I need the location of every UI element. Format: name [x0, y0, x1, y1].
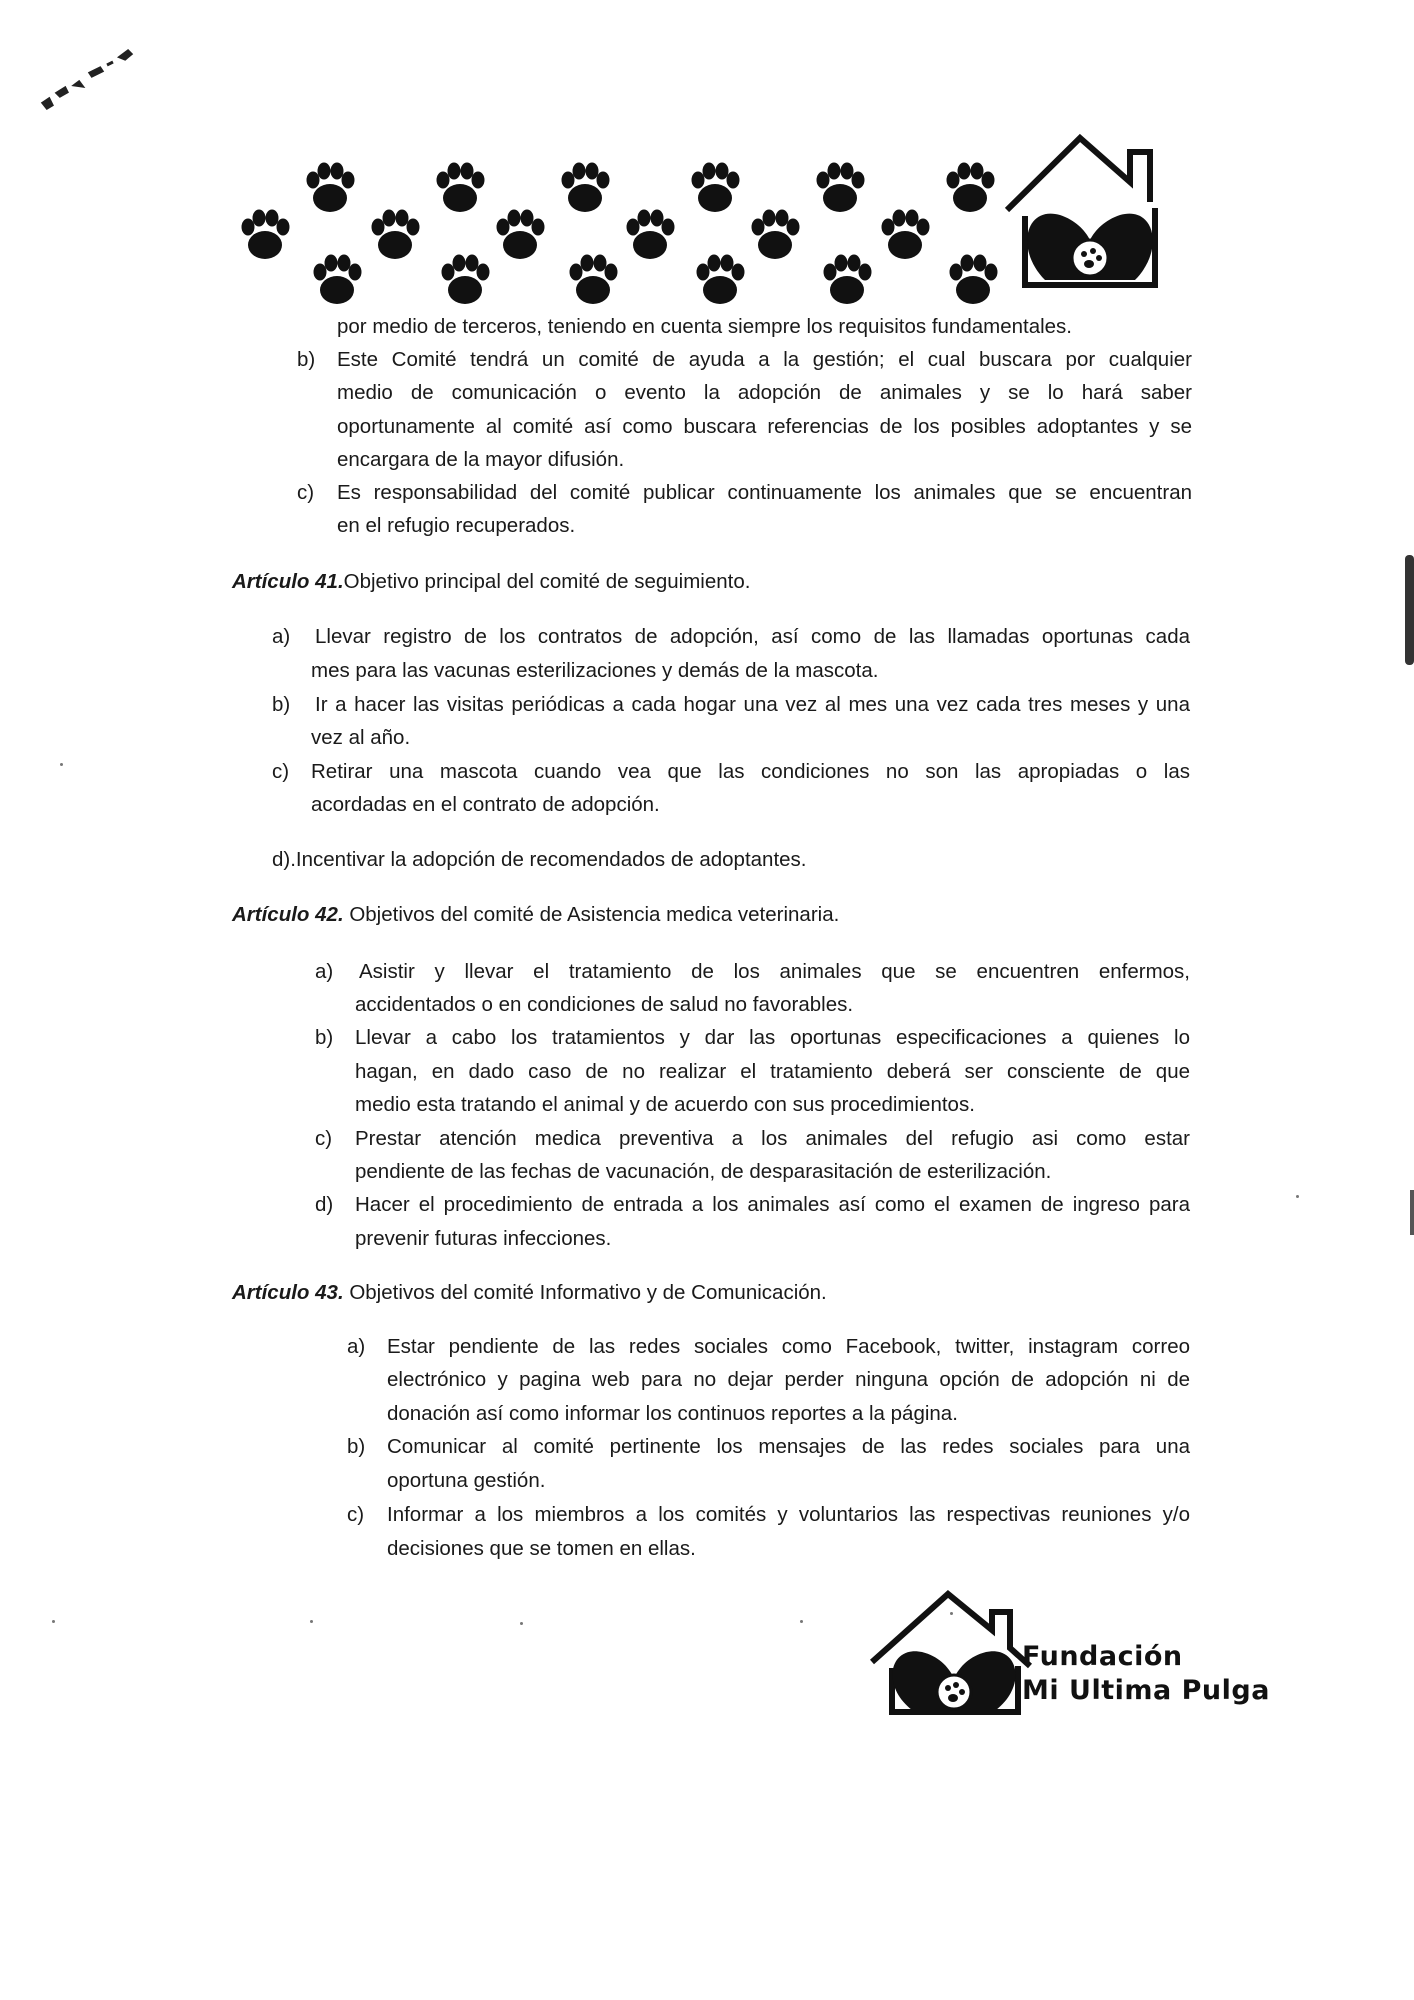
list-item-line: Informar a los miembros a los comités y voluntarios las respectivas reuniones y/o [387, 1503, 1190, 1526]
list-item-line: Ir a hacer las visitas periódicas a cada hogar una vez al mes una vez cada tres meses y una [315, 693, 1190, 716]
list-item-line: Comunicar al comité pertinente los mensajes de las redes sociales para una [387, 1435, 1190, 1458]
scan-speck [310, 1620, 313, 1623]
list-label: a) [347, 1335, 366, 1358]
scan-speck [1296, 1195, 1299, 1198]
list-label: b) [315, 1026, 334, 1049]
list-item-line: vez al año. [311, 726, 411, 749]
list-item-line: Estar pendiente de las redes sociales como Facebook, twitter, instagram correo [387, 1335, 1190, 1358]
article-42-heading: Artículo 42. Objetivos del comité de Asistencia medica veterinaria. [232, 903, 840, 926]
list-label: c) [272, 760, 290, 783]
list-label: a) [315, 960, 334, 983]
scan-speck [52, 1620, 55, 1623]
foundation-name [1022, 1640, 1322, 1708]
list-item-line: medio esta tratando el animal y de acuerdo con sus procedimientos. [355, 1093, 975, 1116]
brand-line-1: Fundación [1022, 1641, 1183, 1672]
scan-speck [950, 1612, 953, 1615]
list-label: a) [272, 625, 291, 648]
list-item-line: oportunamente al comité así como buscara referencias de los posibles adoptantes y se [337, 415, 1192, 438]
list-label: c) [315, 1127, 333, 1150]
list-item-line: Llevar a cabo los tratamientos y dar las oportunas especificaciones a quienes lo [355, 1026, 1190, 1049]
list-label: b) [347, 1435, 366, 1458]
scan-artifact-icon [35, 35, 145, 115]
list-item-line: donación así como informar los continuos reportes a la página. [387, 1402, 958, 1425]
list-item-line: Asistir y llevar el tratamiento de los animales que se encuentren enfermos, [359, 960, 1190, 983]
list-item-line: Es responsabilidad del comité publicar continuamente los animales que se encuentran [337, 481, 1192, 504]
scan-edge-mark [1405, 555, 1414, 665]
scan-speck [800, 1620, 803, 1623]
list-item-line: accidentados o en condiciones de salud no favorables. [355, 993, 854, 1016]
list-item-line: prevenir futuras infecciones. [355, 1227, 612, 1250]
list-item-line: Llevar registro de los contratos de adopción, así como de las llamadas oportunas cada [315, 625, 1190, 648]
list-label: b) [297, 348, 316, 371]
list-label: c) [347, 1503, 365, 1526]
list-label: b) [272, 693, 291, 716]
list-label: d) [315, 1193, 334, 1216]
list-item-line: hagan, en dado caso de no realizar el tratamiento deberá ser consciente de que [355, 1060, 1190, 1083]
list-item-line: pendiente de las fechas de vacunación, de desparasitación de esterilización. [355, 1160, 1052, 1183]
article-41-extra: d).Incentivar la adopción de recomendados de adoptantes. [272, 848, 807, 871]
list-item-line: Este Comité tendrá un comité de ayuda a la gestión; el cual buscara por cualquier [337, 348, 1192, 371]
list-item-line: medio de comunicación o evento la adopción de animales y se lo hará saber [337, 381, 1192, 404]
list-item-line: decisiones que se tomen en ellas. [387, 1537, 696, 1560]
scan-speck [520, 1622, 523, 1625]
scan-edge-mark [1410, 1190, 1414, 1235]
intro-continuation: por medio de terceros, teniendo en cuenta siempre los requisitos fundamentales. [337, 315, 1073, 338]
list-item-line: Retirar una mascota cuando vea que las condiciones no son las apropiadas o las [311, 760, 1190, 783]
list-item-line: Prestar atención medica preventiva a los animales del refugio asi como estar [355, 1127, 1190, 1150]
article-43-heading: Artículo 43. Objetivos del comité Informativo y de Comunicación. [232, 1281, 827, 1304]
list-label: c) [297, 481, 315, 504]
list-item-line: mes para las vacunas esterilizaciones y demás de la mascota. [311, 659, 879, 682]
list-item-line: electrónico y pagina web para no dejar perder ninguna opción de adopción ni de [387, 1368, 1190, 1391]
list-item-line: oportuna gestión. [387, 1469, 546, 1492]
brand-line-2: Mi Ultima Pulga [1022, 1675, 1270, 1706]
list-item-line: Hacer el procedimiento de entrada a los animales así como el examen de ingreso para [355, 1193, 1190, 1216]
scan-speck [60, 763, 63, 766]
list-item-line: en el refugio recuperados. [337, 514, 576, 537]
header-paw-prints-icon [225, 130, 1175, 315]
list-item-line: acordadas en el contrato de adopción. [311, 793, 660, 816]
article-41-heading: Artículo 41.Objetivo principal del comité de seguimiento. [232, 570, 751, 593]
list-item-line: encargara de la mayor difusión. [337, 448, 625, 471]
